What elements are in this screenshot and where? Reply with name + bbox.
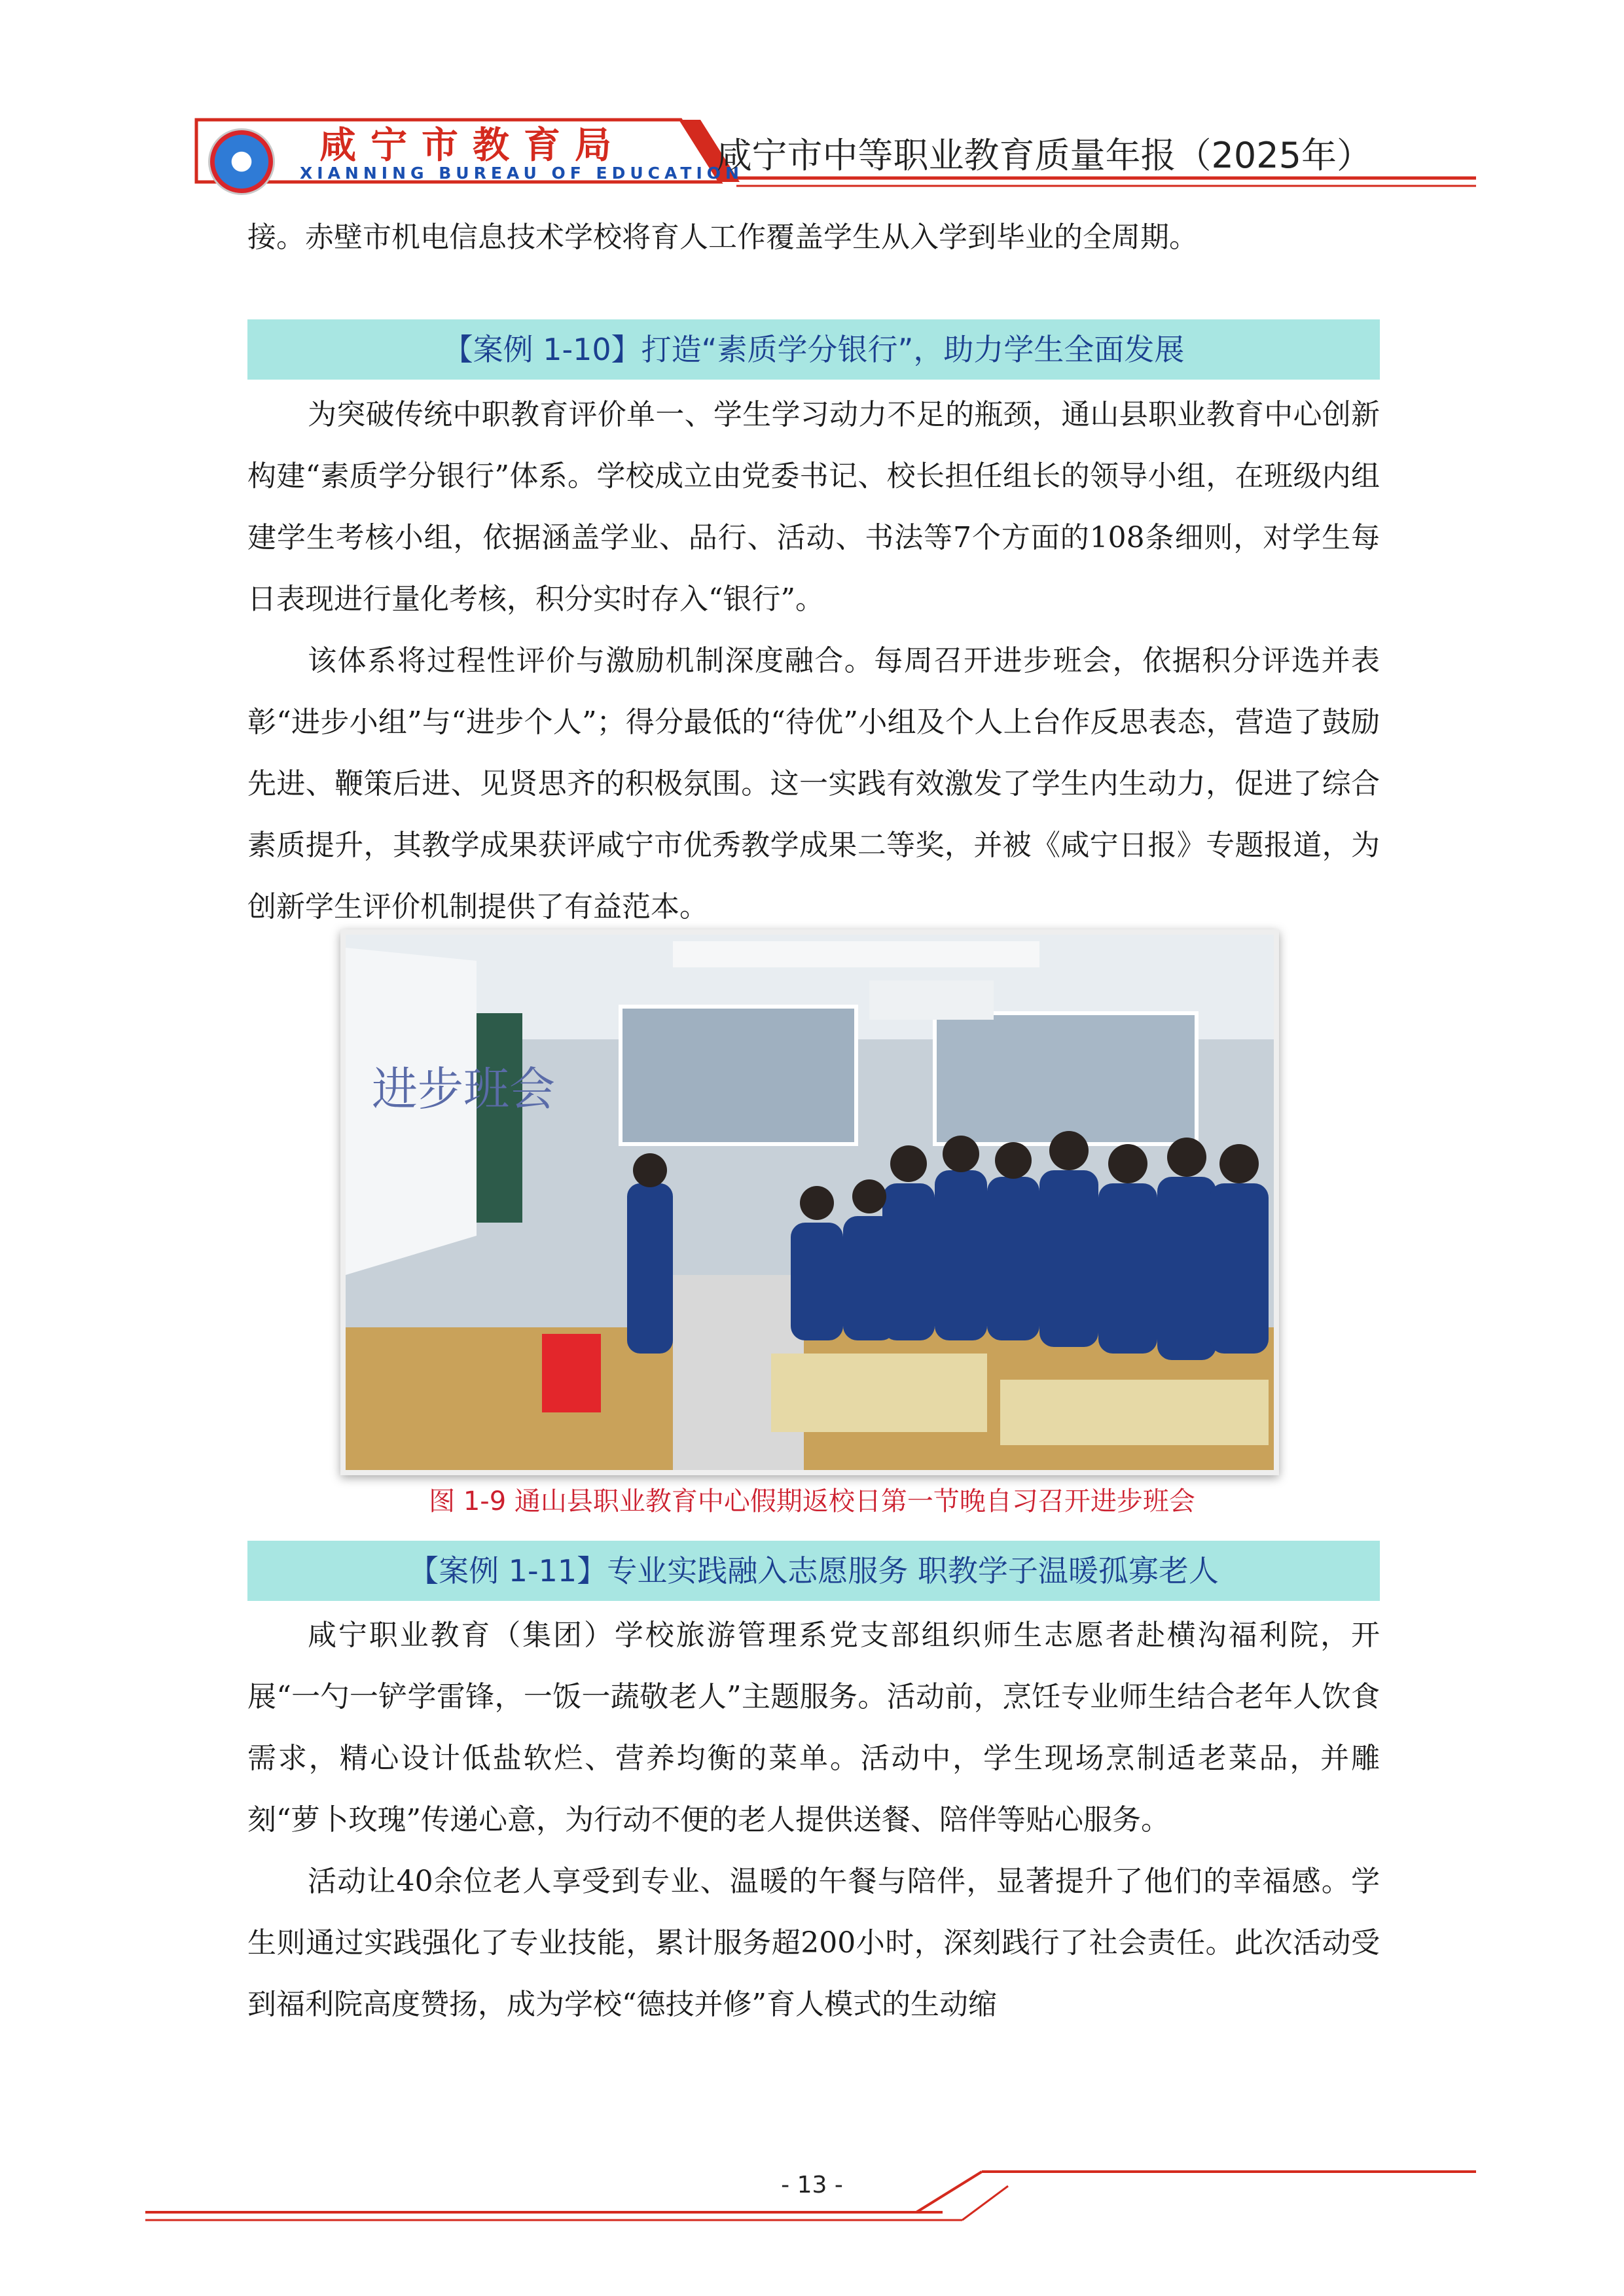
classroom-illustration: [346, 935, 1274, 1470]
figure-caption: 图 1-9 通山县职业教育中心假期返校日第一节晚自习召开进步班会: [429, 1486, 1195, 1516]
intro-continuation-text: 接。赤壁市机电信息技术学校将育人工作覆盖学生从入学到毕业的全周期。: [247, 221, 1198, 254]
case-1-10-title: 【案例 1-10】打造“素质学分银行”，助力学生全面发展: [247, 319, 1380, 380]
org-name-cn: 咸宁市教育局: [319, 124, 626, 167]
page-header: [0, 0, 1624, 196]
classroom-photo: [340, 929, 1279, 1475]
case-1-10-body: [247, 384, 1380, 938]
case-1-11-paragraph: 活动让40余位老人享受到专业、温暖的午餐与陪伴，显著提升了他们的幸福感。学生则通过实践强化了专业技能，累计服务超200小时，深刻践行了社会责任。此次活动受到福利院高度赞扬，成为学校“德技并修”育人模式的生动缩: [247, 1865, 1380, 2021]
case-1-11-paragraph: 咸宁职业教育（集团）学校旅游管理系党支部组织师生志愿者赴横沟福利院，开展“一勺一铲学雷锋，一饭一蔬敬老人”主题服务。活动前，烹饪专业师生结合老年人饮食需求，精心设计低盐软烂、营养均衡的菜单。活动中，学生现场烹制适老菜品，并雕刻“萝卜玫瑰”传递心意，为行动不便的老人提供送餐、陪伴等贴心服务。: [247, 1619, 1380, 1837]
case-1-11-title: 【案例 1-11】专业实践融入志愿服务 职教学子温暖孤寡老人: [247, 1541, 1380, 1601]
intro-continuation-block: [247, 207, 1380, 268]
case-1-11-body: [247, 1605, 1380, 2036]
org-name-en: XIANNING BUREAU OF EDUCATION: [300, 164, 744, 183]
education-bureau-logo: [208, 128, 275, 195]
report-title: 咸宁市中等职业教育质量年报（2025年）: [716, 135, 1372, 176]
case-1-10-paragraph: 该体系将过程性评价与激励机制深度融合。每周召开进步班会，依据积分评选并表彰“进步小组”与“进步个人”；得分最低的“待优”小组及个人上台作反思表态，营造了鼓励先进、鞭策后进、见贤思齐的积极氛围。这一实践有效激发了学生内生动力，促进了综合素质提升，其教学成果获评咸宁市优秀教学成果二等奖，并被《咸宁日报》专题报道，为创新学生评价机制提供了有益范本。: [247, 644, 1380, 924]
page-number: - 13 -: [781, 2172, 843, 2198]
screen-text: 进步班会: [372, 1062, 555, 1116]
case-1-10-paragraph: 为突破传统中职教育评价单一、学生学习动力不足的瓶颈，通山县职业教育中心创新构建“素质学分银行”体系。学校成立由党委书记、校长担任组长的领导小组，在班级内组建学生考核小组，依据涵盖学业、品行、活动、书法等7个方面的108条细则，对学生每日表现进行量化考核，积分实时存入“银行”。: [247, 398, 1380, 616]
